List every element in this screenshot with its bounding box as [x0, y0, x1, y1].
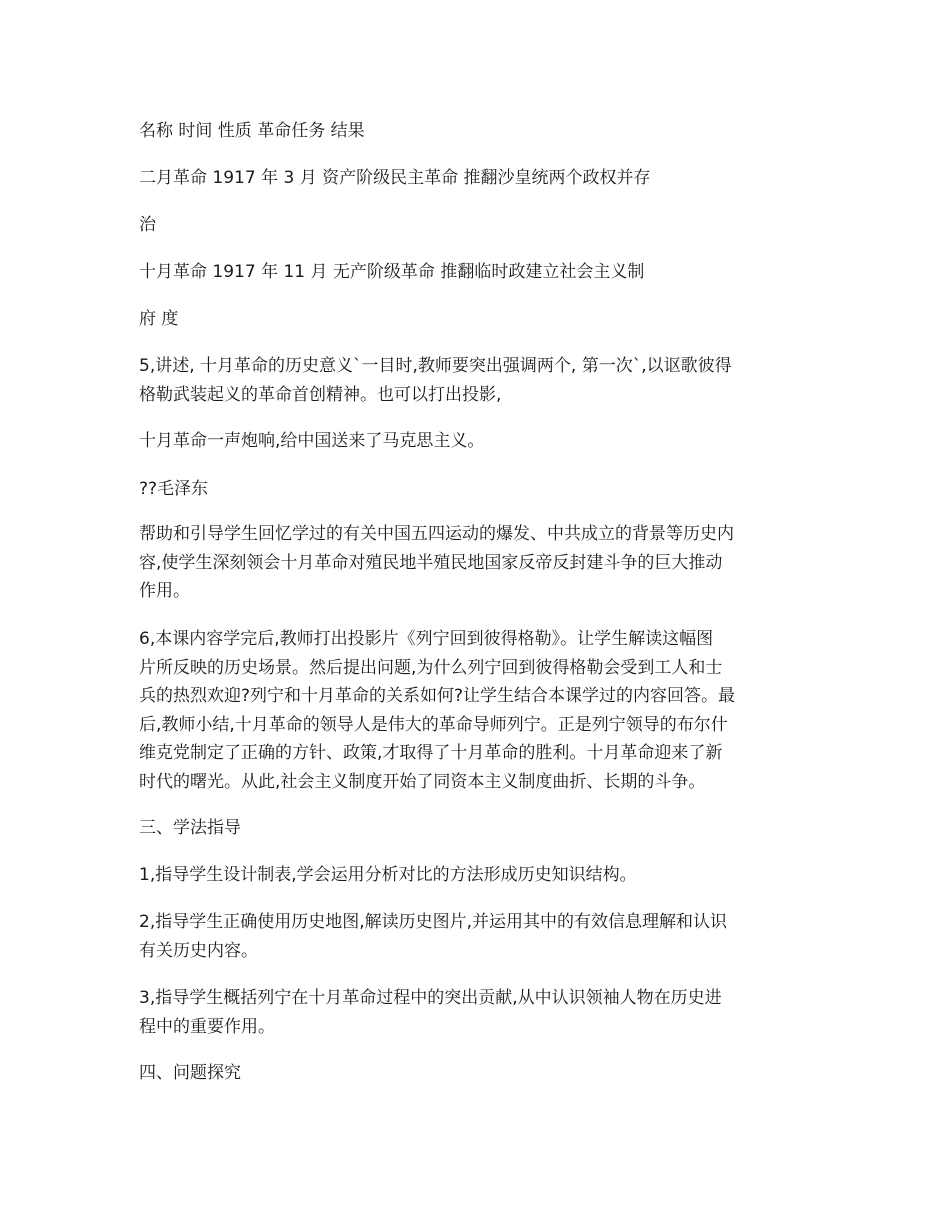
table-row-october-line1: 十月革命 1917 年 11 月 无产阶级革命 推翻临时政建立社会主义制 — [139, 262, 645, 282]
section-title-study-guide: 三、学法指导 — [139, 818, 241, 838]
paragraph-line: 2,指导学生正确使用历史地图,解读历史图片,并运用其中的有效信息理解和认识 — [139, 912, 728, 932]
paragraph-help — [139, 520, 811, 606]
paragraph-line: 5,讲述, 十月革命的历史意义`一目时,教师要突出强调两个, 第一次`,以讴歌彼得 — [139, 356, 732, 376]
guide-item-3 — [139, 984, 811, 1041]
paragraph-line: 容,使学生深刻领会十月革命对殖民地半殖民地国家反帝反封建斗争的巨大推动 — [139, 552, 723, 573]
paragraph-line: 维克党制定了正确的方针、政策,才取得了十月革命的胜利。十月革命迎来了新 — [139, 743, 723, 763]
paragraph-line: 片所反映的历史场景。然后提出问题,为什么列宁回到彼得格勒会受到工人和士 — [139, 657, 723, 678]
table-header: 名称 时间 性质 革命任务 结果 — [139, 121, 365, 141]
section-title-inquiry: 四、问题探究 — [139, 1063, 241, 1083]
table-row-october-line2: 府 度 — [139, 309, 179, 329]
quote-text: 十月革命一声炮响,给中国送来了马克思主义。 — [139, 431, 485, 451]
table-row-february-line2: 治 — [139, 215, 156, 235]
paragraph-line: 格勒武装起义的革命首创精神。也可以打出投影, — [139, 384, 502, 405]
paragraph-line: 帮助和引导学生回忆学过的有关中国五四运动的爆发、中共成立的背景等历史内 — [139, 524, 734, 544]
table-row-february-line1: 二月革命 1917 年 3 月 资产阶级民主革命 推翻沙皇统两个政权并存 — [139, 168, 651, 188]
paragraph-line: 6,本课内容学完后,教师打出投影片《列宁回到彼得格勒》。让学生解读这幅图 — [139, 629, 714, 649]
paragraph-item5 — [139, 352, 811, 409]
paragraph-line: 程中的重要作用。 — [139, 1016, 275, 1037]
paragraph-line: 兵的热烈欢迎?列宁和十月革命的关系如何?让学生结合本课学过的内容回答。最 — [139, 686, 736, 706]
quote-author: ??毛泽东 — [139, 479, 209, 499]
guide-item-2 — [139, 908, 811, 965]
paragraph-line: 3,指导学生概括列宁在十月革命过程中的突出贡献,从中认识领袖人物在历史进 — [139, 988, 722, 1008]
paragraph-line: 后,教师小结,十月革命的领导人是伟大的革命导师列宁。正是列宁领导的布尔什 — [139, 714, 728, 735]
paragraph-line: 时代的曙光。从此,社会主义制度开始了同资本主义制度曲折、长期的斗争。 — [139, 771, 706, 792]
paragraph-item6 — [139, 625, 811, 796]
guide-item-1: 1,指导学生设计制表,学会运用分析对比的方法形成历史知识结构。 — [139, 865, 637, 885]
paragraph-line: 有关历史内容。 — [139, 940, 258, 961]
paragraph-line: 作用。 — [139, 581, 190, 601]
